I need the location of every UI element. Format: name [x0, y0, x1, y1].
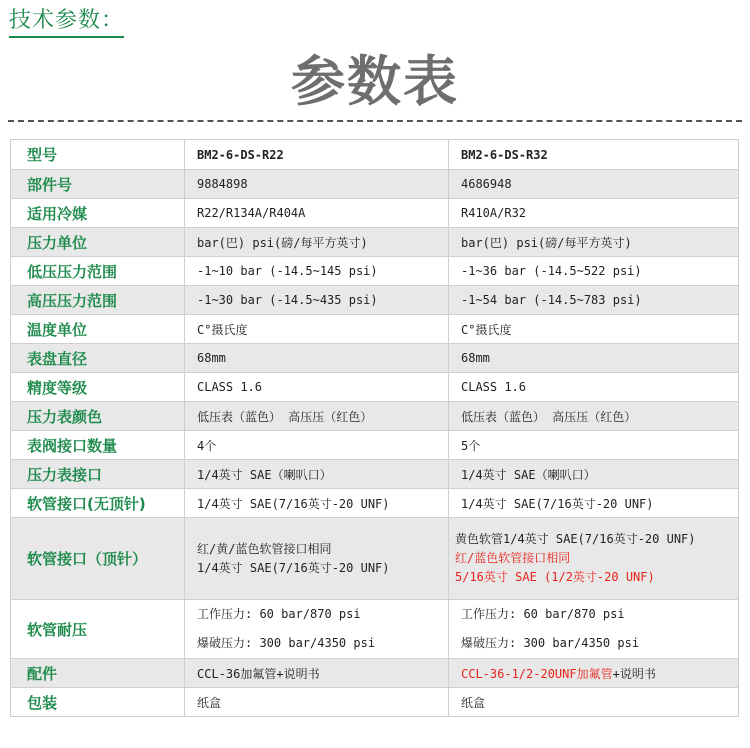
- row-label: 软管接口(无顶针): [11, 489, 185, 518]
- row-label: 表阀接口数量: [11, 431, 185, 460]
- working-pressure: 工作压力: 60 bar/870 psi: [197, 607, 361, 621]
- burst-pressure: 爆破压力: 300 bar/4350 psi: [461, 636, 640, 650]
- row-label: 压力单位: [11, 228, 185, 257]
- value-cell-r32: -1~36 bar (-14.5~522 psi): [449, 257, 739, 286]
- value-cell-r32: 1/4英寸 SAE（喇叭口）: [449, 460, 739, 489]
- dashed-divider: [8, 120, 742, 122]
- value-cell-r22: CCL-36加氟管+说明书: [185, 659, 449, 688]
- row-label: 适用冷媒: [11, 199, 185, 228]
- row-label: 精度等级: [11, 373, 185, 402]
- hose-pin-line-2: 1/4英寸 SAE(7/16英寸-20 UNF): [197, 560, 390, 575]
- value-cell-r22: [185, 600, 449, 659]
- table-row: [11, 518, 739, 600]
- table-row: [11, 600, 739, 659]
- table-row: [11, 460, 739, 489]
- value-cell-r32: bar(巴) psi(磅/每平方英寸): [449, 228, 739, 257]
- table-title: 参数表: [291, 50, 459, 113]
- row-label: 高压压力范围: [11, 286, 185, 315]
- row-label: 软管耐压: [11, 600, 185, 659]
- table-row: [11, 140, 739, 170]
- value-cell-r22: R22/R134A/R404A: [185, 199, 449, 228]
- row-label: 温度单位: [11, 315, 185, 344]
- value-cell-r32: 纸盒: [449, 688, 739, 717]
- value-cell-r22: 1/4英寸 SAE（喇叭口）: [185, 460, 449, 489]
- row-label: 软管接口（顶针）: [11, 518, 185, 600]
- model-cell-r32: BM2-6-DS-R32: [449, 140, 739, 170]
- value-cell-r32: 1/4英寸 SAE(7/16英寸-20 UNF): [449, 489, 739, 518]
- value-cell-r32: R410A/R32: [449, 199, 739, 228]
- accessory-hose: CCL-36-1/2-20UNF加氟管: [461, 666, 613, 681]
- table-row: [11, 315, 739, 344]
- spec-table: [10, 139, 739, 717]
- value-cell-r22: 1/4英寸 SAE(7/16英寸-20 UNF): [185, 489, 449, 518]
- table-row: [11, 199, 739, 228]
- table-row: [11, 344, 739, 373]
- value-cell-r22: CLASS 1.6: [185, 373, 449, 402]
- hose-pin-line-1: 红/黄/蓝色软管接口相同: [197, 541, 332, 556]
- table-row: [11, 659, 739, 688]
- row-label: 包装: [11, 688, 185, 717]
- burst-pressure: 爆破压力: 300 bar/4350 psi: [197, 636, 376, 650]
- value-cell-r22: [185, 518, 449, 600]
- value-cell-r32: [449, 600, 739, 659]
- value-cell-r22: 68mm: [185, 344, 449, 373]
- row-label: 低压压力范围: [11, 257, 185, 286]
- row-label: 配件: [11, 659, 185, 688]
- value-cell-r32: [449, 518, 739, 600]
- value-cell-r32: [449, 659, 739, 688]
- accessory-manual: +说明书: [612, 666, 656, 681]
- table-row: [11, 688, 739, 717]
- value-cell-r32: 4686948: [449, 170, 739, 199]
- value-cell-r22: -1~10 bar (-14.5~145 psi): [185, 257, 449, 286]
- value-cell-r22: bar(巴) psi(磅/每平方英寸): [185, 228, 449, 257]
- value-cell-r22: 4个: [185, 431, 449, 460]
- value-cell-r22: -1~30 bar (-14.5~435 psi): [185, 286, 449, 315]
- row-label: 部件号: [11, 170, 185, 199]
- value-cell-r32: 68mm: [449, 344, 739, 373]
- value-cell-r22: 纸盒: [185, 688, 449, 717]
- row-label: 表盘直径: [11, 344, 185, 373]
- table-row: [11, 431, 739, 460]
- model-cell-r22: BM2-6-DS-R22: [185, 140, 449, 170]
- table-row: [11, 257, 739, 286]
- value-cell-r22: 低压表（蓝色） 高压压（红色）: [185, 402, 449, 431]
- value-cell-r32: -1~54 bar (-14.5~783 psi): [449, 286, 739, 315]
- hose-pin-line-2: 红/蓝色软管接口相同: [455, 551, 571, 565]
- value-cell-r32: 低压表（蓝色） 高压压（红色）: [449, 402, 739, 431]
- value-cell-r22: C°摄氏度: [185, 315, 449, 344]
- table-row: [11, 170, 739, 199]
- table-row: [11, 402, 739, 431]
- value-cell-r32: CLASS 1.6: [449, 373, 739, 402]
- value-cell-r32: 5个: [449, 431, 739, 460]
- value-cell-r22: 9884898: [185, 170, 449, 199]
- working-pressure: 工作压力: 60 bar/870 psi: [461, 607, 625, 621]
- section-heading: 技术参数：: [9, 6, 124, 38]
- row-label: 压力表接口: [11, 460, 185, 489]
- row-label: 型号: [11, 140, 185, 170]
- table-row: [11, 228, 739, 257]
- table-row: [11, 489, 739, 518]
- value-cell-r32: C°摄氏度: [449, 315, 739, 344]
- row-label: 压力表颜色: [11, 402, 185, 431]
- table-row: [11, 286, 739, 315]
- hose-pin-line-3: 5/16英寸 SAE (1/2英寸-20 UNF): [455, 570, 655, 584]
- hose-pin-line-1: 黄色软管1/4英寸 SAE(7/16英寸-20 UNF): [455, 532, 696, 546]
- table-row: [11, 373, 739, 402]
